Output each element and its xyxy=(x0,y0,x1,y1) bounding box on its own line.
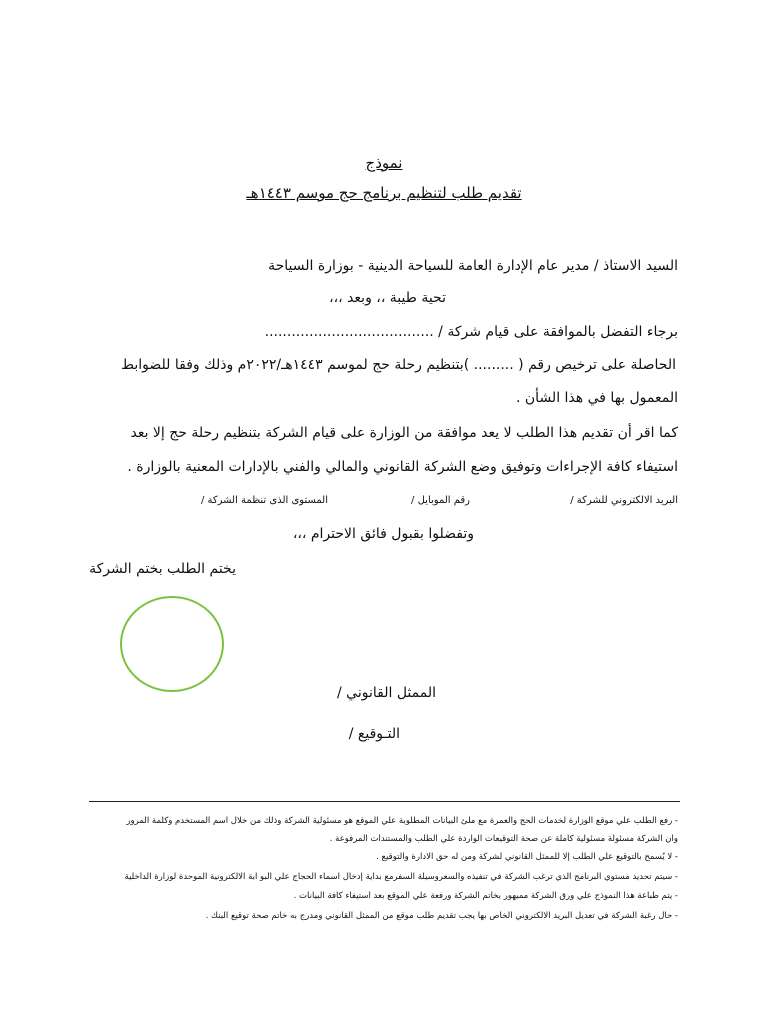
mobile-field-label: رقم الموبايل / xyxy=(411,495,470,506)
footnote-divider xyxy=(89,801,680,802)
level-field-label: المستوى الذى تنظمة الشركة / xyxy=(200,495,328,506)
email-field-label: البريد الالكتروني للشركة / xyxy=(570,495,678,506)
license-line: الحاصلة على ترخيص رقم ( ......... )بتنظيم رحلة حج لموسم ١٤٤٣هـ/٢٠٢٢م وذلك وفقا للضوابط xyxy=(121,357,676,373)
company-stamp-circle xyxy=(120,596,224,692)
request-line: برجاء التفضل بالموافقة على قيام شركة / ...................................... xyxy=(264,324,678,340)
acknowledge-line-1: كما اقر أن تقديم هذا الطلب لا يعد موافقة من الوزارة على قيام الشركة بتنظيم رحلة حج إلا بعد xyxy=(130,425,678,441)
form-title: نموذج xyxy=(365,154,403,172)
legal-representative-line: الممثل القانوني / xyxy=(337,685,436,701)
note-1-continued: وان الشركة مسئولة مسئولية كاملة عن صحة التوقيعات الواردة علي الطلب والمستندات المرفوعة . xyxy=(329,834,678,844)
note-2: - لا يُسمح بالتوقيع علي الطلب إلا للممثل القانوني لشركة ومن له حق الادارة والتوقيع . xyxy=(376,852,678,862)
note-5: - حال رغبة الشركة في تعديل البريد الالكتروني الخاص بها يجب تقديم طلب موقع من الممثل القانوني ومدرج به خاتم صحة توقيع البنك . xyxy=(205,911,678,921)
note-3: - سيتم تحديد مستوي البرنامج الذي ترغب الشركة في تنفيذه والسعروسيلة السفرمع بداية إدخال اسماء الحجاج علي البو ابة الالكترونية الموحدة لوزارة الداخلية xyxy=(124,872,678,882)
addressee-line: السيد الاستاذ / مدير عام الإدارة العامة للسياحة الدينية - بوزارة السياحة xyxy=(268,258,678,274)
note-1: - رفع الطلب علي موقع الوزارة لخدمات الحج والعمرة مع ملئ البيانات المطلوبة علي الموقع هو مسئولية الشركة وذلك من خلال اسم المستخدم وكلمة المرور xyxy=(126,816,678,826)
form-subtitle: تقديم طلب لتنظيم برنامج حج موسم ١٤٤٣هـ xyxy=(246,184,522,202)
signature-line: التـوقيع / xyxy=(348,726,400,742)
rules-line: المعمول بها في هذا الشأن . xyxy=(516,390,678,406)
closing-line: وتفضلوا بقبول فائق الاحترام ،،، xyxy=(292,526,474,542)
note-4: - يتم طباعة هذا النموذج علي ورق الشركة مميهور بخاتم الشركة ورفعة علي الموقع بعد استيفاء كافة البيانات . xyxy=(293,891,678,901)
stamp-note: يختم الطلب بختم الشركة xyxy=(89,561,236,577)
greeting-line: تحية طيبة ،، وبعد ،،، xyxy=(329,290,446,306)
acknowledge-line-2: استيفاء كافة الإجراءات وتوفيق وضع الشركة القانوني والمالي والفني بالإدارات المعنية بالوزارة . xyxy=(127,459,678,475)
